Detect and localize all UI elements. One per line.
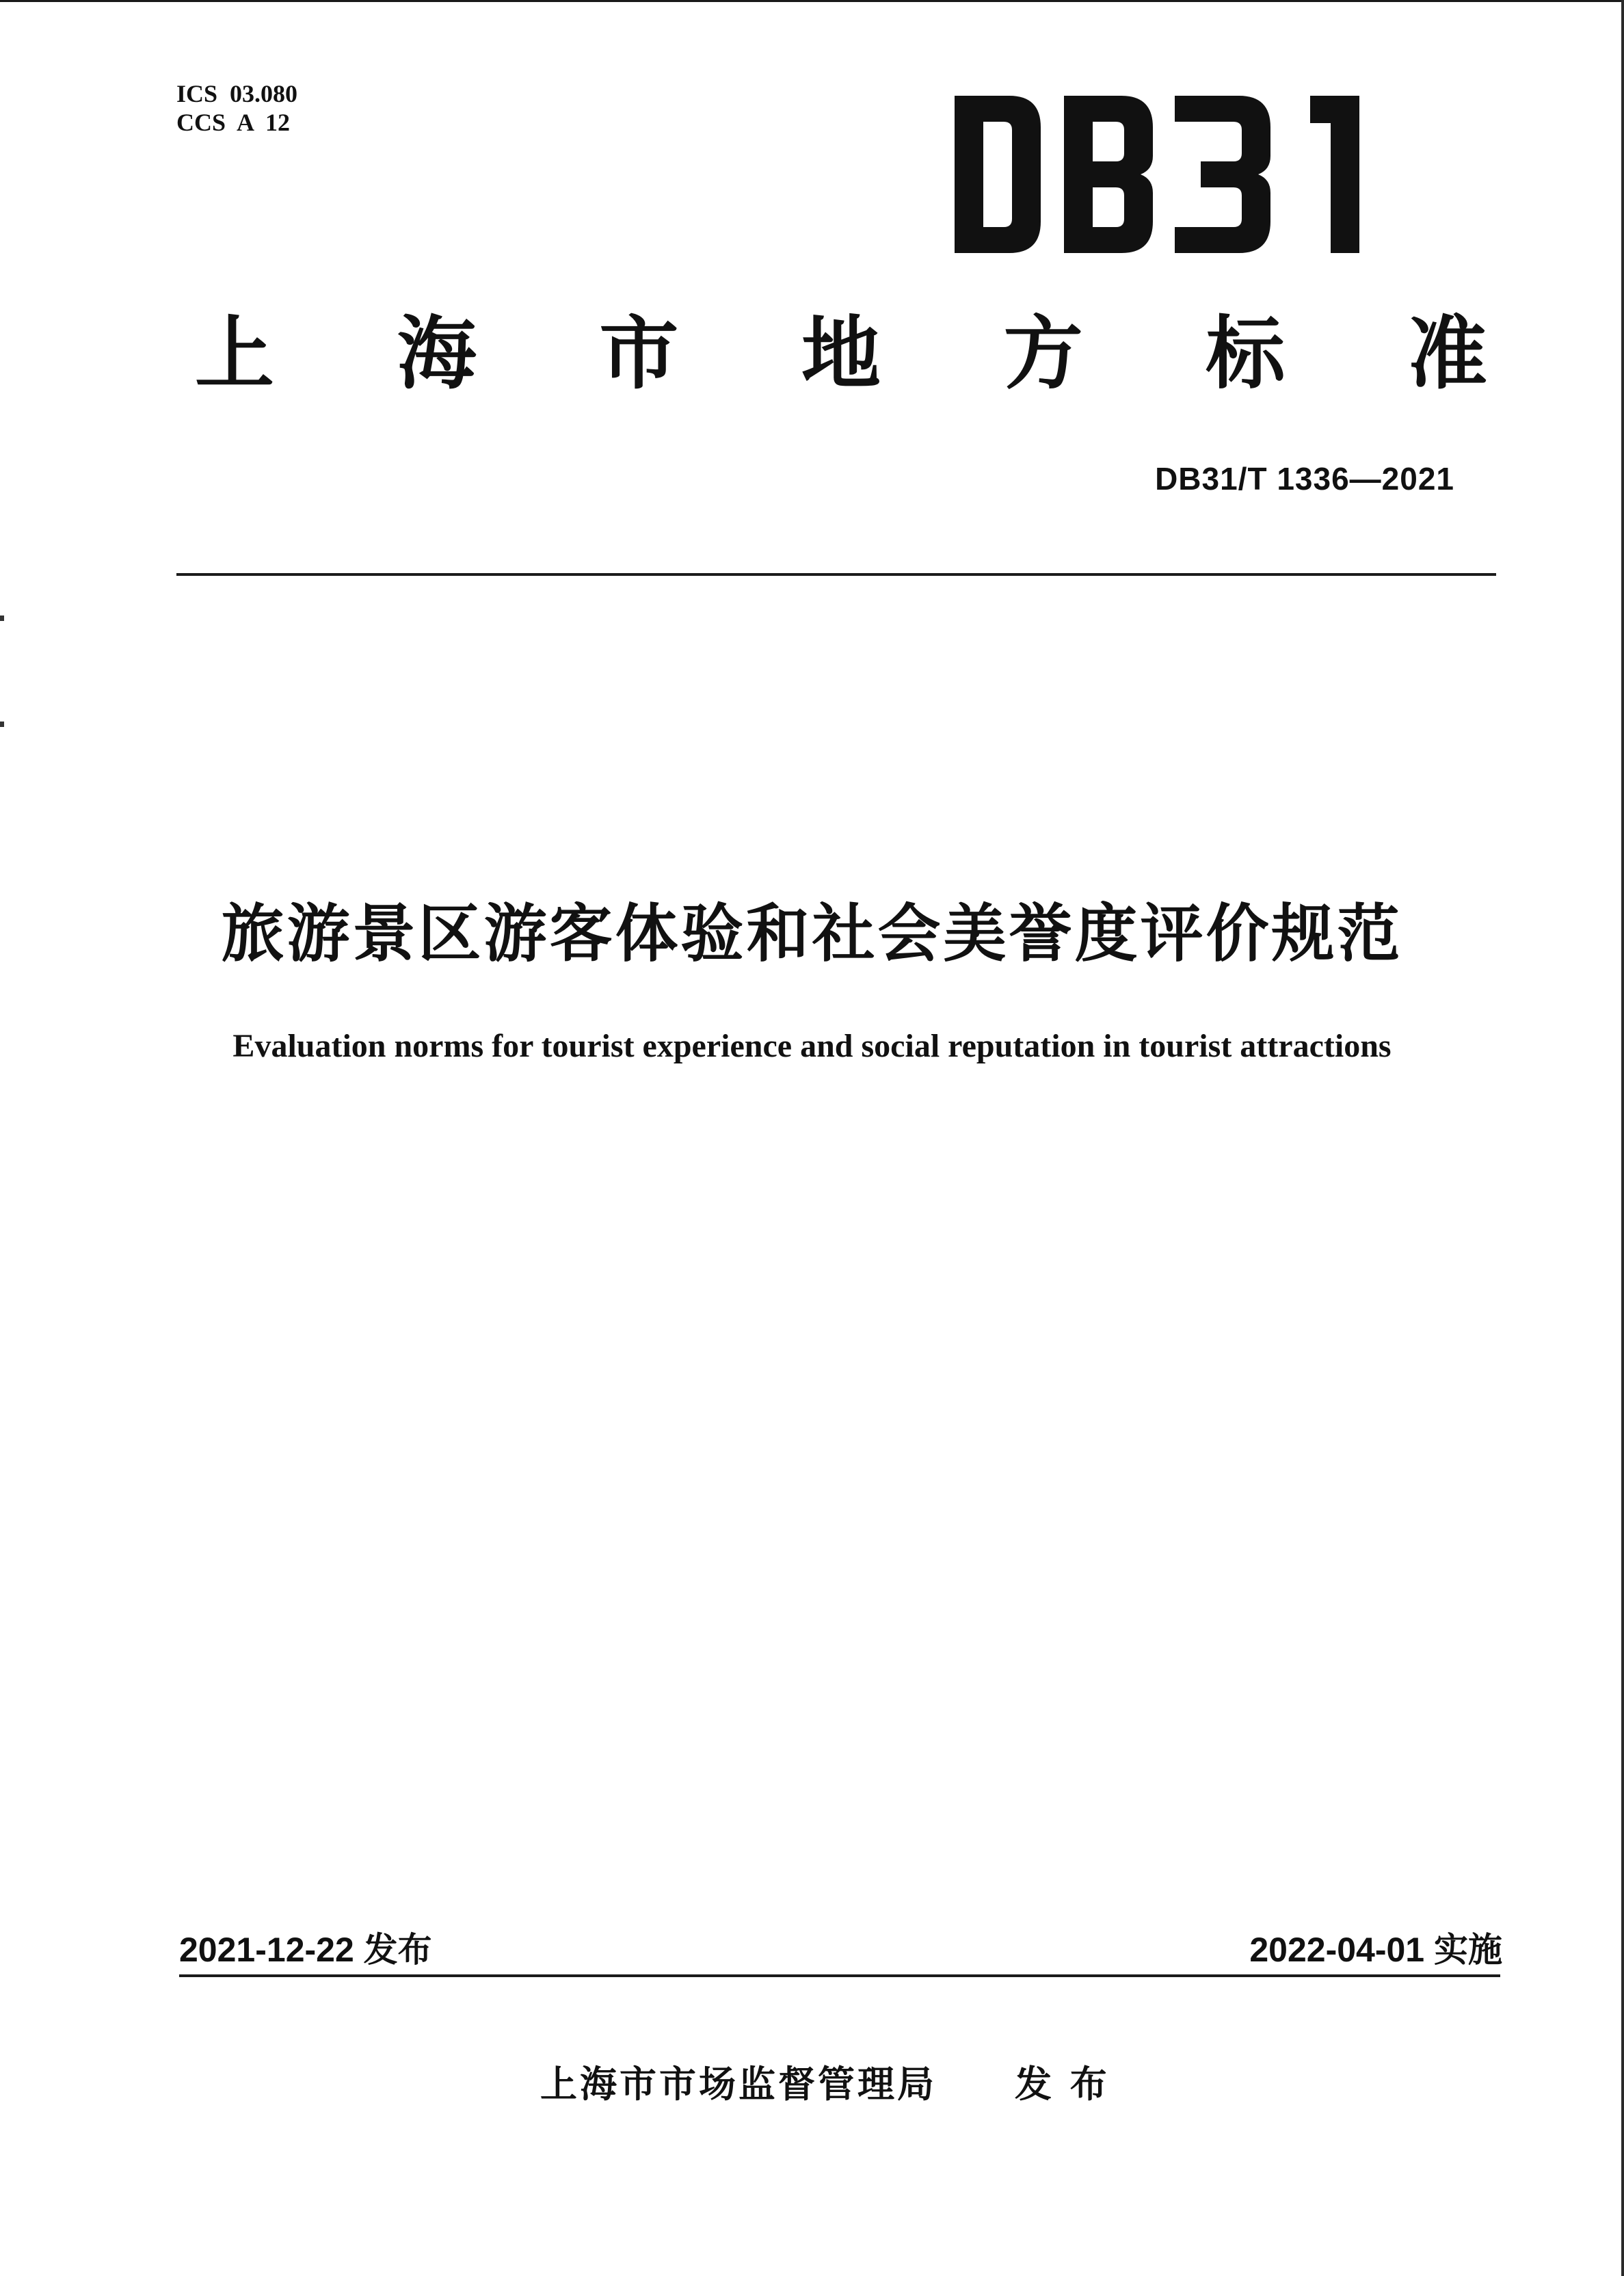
classification-codes [176,79,297,137]
document-title-en: Evaluation norms for tourist experience and social reputation in tourist attractions [232,1028,1392,1064]
document-title-zh: 旅游景区游客体验和社会美誉度评价规范 [221,897,1403,970]
standard-type-char: 准 [1407,308,1487,400]
ccs-code: CCS A 12 [176,109,291,136]
standard-type-char: 海 [397,308,477,400]
standard-type-char: 市 [599,308,679,400]
page-top-edge [0,0,1624,2]
standard-type-char: 地 [801,308,881,400]
implementation-date: 2022-04-01 实施 [1249,1931,1502,1969]
header-divider [176,573,1496,576]
standard-type-char: 方 [1003,308,1083,400]
standard-type-char: 上 [195,308,274,400]
standard-type-title [195,308,1487,400]
scan-mark [0,722,4,727]
page-right-edge [1621,0,1624,2276]
ics-code: ICS 03.080 [176,80,298,107]
publisher: 上海市市场监督管理局 发 布 [540,2063,1110,2106]
db31-logo [955,96,1406,253]
standard-number: DB31/T 1336—2021 [1155,461,1454,497]
db31-logo-mark [955,96,1406,253]
scan-mark [0,616,4,621]
standard-type-char: 标 [1206,308,1286,400]
issue-date: 2021-12-22 发布 [179,1931,432,1969]
footer-divider [179,1974,1500,1977]
